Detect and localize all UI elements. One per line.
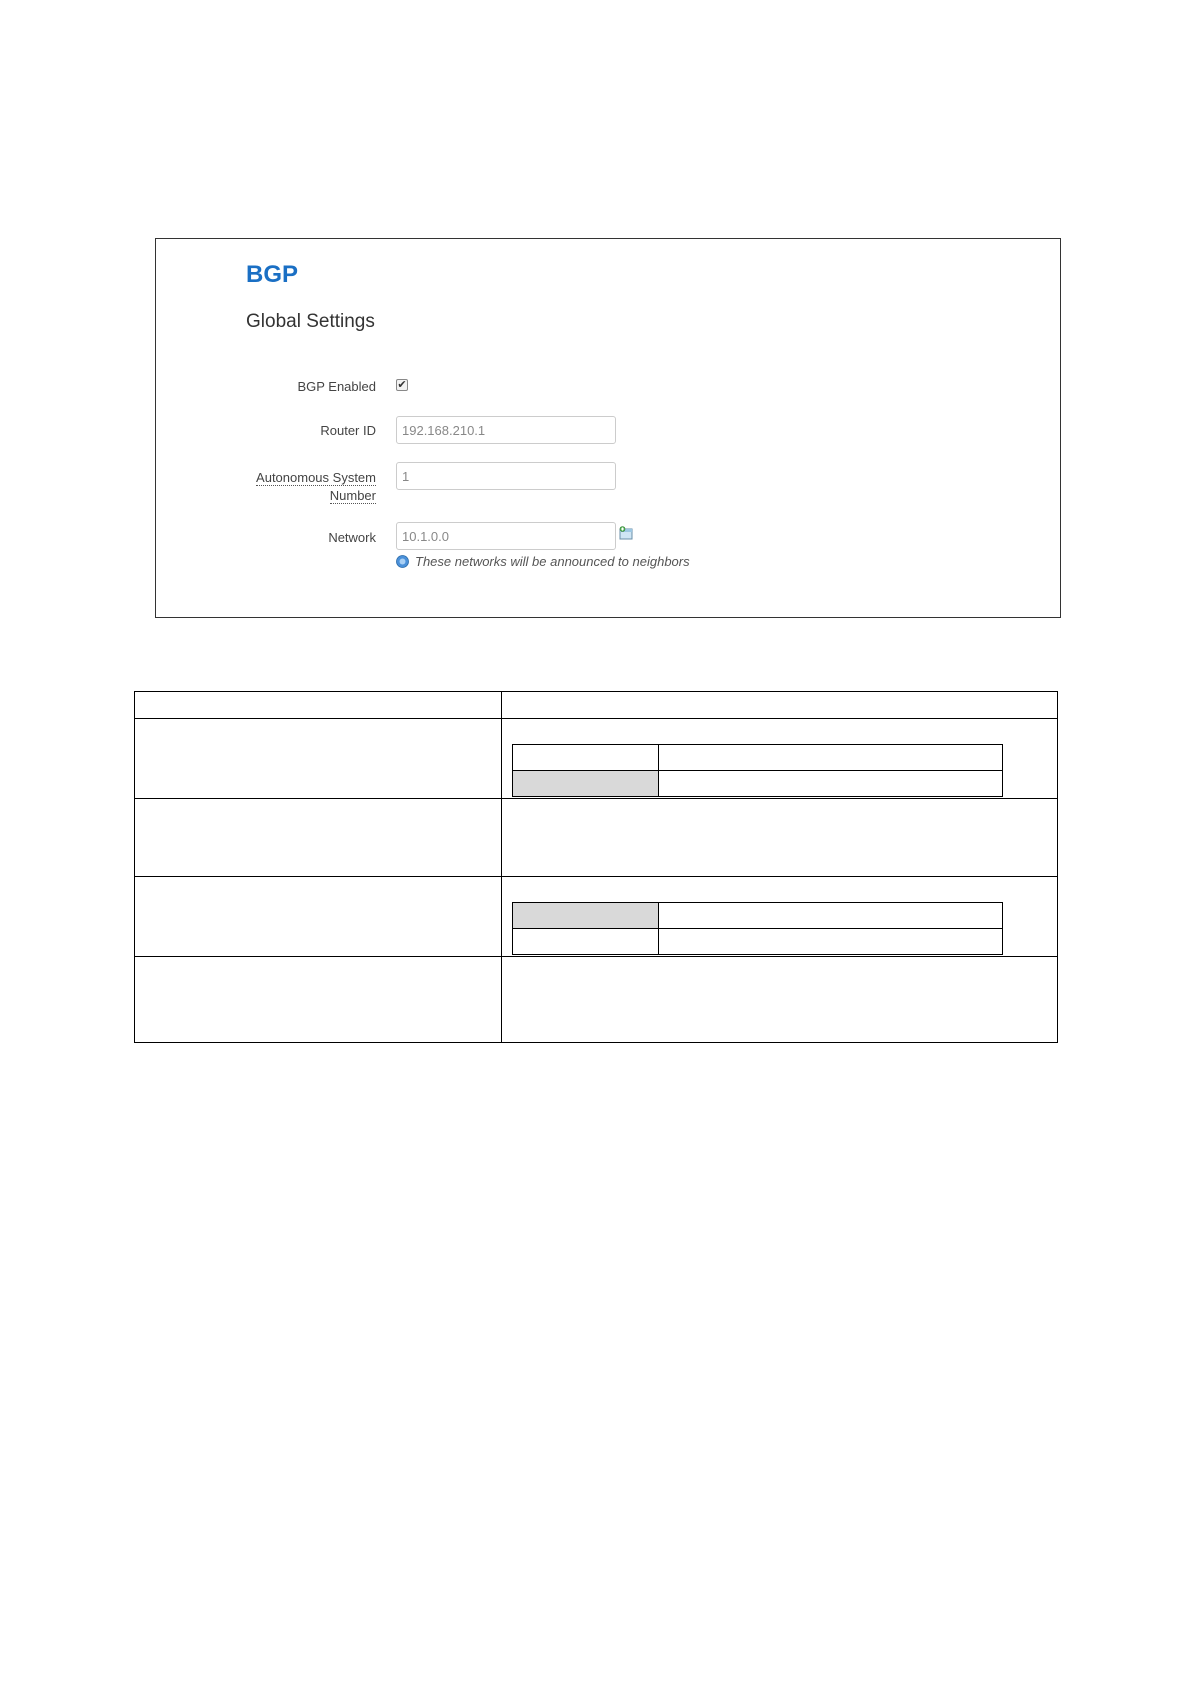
table-row xyxy=(135,719,1058,799)
asn-label-line1: Autonomous System xyxy=(256,470,376,485)
add-icon[interactable] xyxy=(619,526,633,540)
asn-label-line2: Number xyxy=(329,488,376,503)
router-id-label: Router ID xyxy=(320,423,376,438)
section-title: Global Settings xyxy=(246,311,375,332)
table-row xyxy=(513,903,1003,929)
table-cell xyxy=(659,929,1003,955)
table-row xyxy=(135,877,1058,957)
check-icon: ✔ xyxy=(397,379,407,391)
network-input[interactable] xyxy=(396,522,616,550)
table-cell xyxy=(513,745,659,771)
table-cell xyxy=(502,692,1058,719)
table-cell-shaded xyxy=(513,771,659,797)
table-cell xyxy=(659,745,1003,771)
table-cell xyxy=(135,877,502,957)
table-cell xyxy=(502,957,1058,1043)
table-cell xyxy=(502,799,1058,877)
router-id-input[interactable] xyxy=(396,416,616,444)
info-icon xyxy=(396,555,409,568)
table-cell xyxy=(659,771,1003,797)
table-row xyxy=(513,771,1003,797)
page-title: BGP xyxy=(246,261,299,288)
network-hint-text: These networks will be announced to neighbors xyxy=(415,553,690,569)
table-row xyxy=(513,745,1003,771)
bgp-enabled-label: BGP Enabled xyxy=(297,379,376,394)
asn-input[interactable] xyxy=(396,462,616,490)
table-cell xyxy=(135,957,502,1043)
network-hint xyxy=(396,553,690,569)
network-label: Network xyxy=(328,530,376,545)
asn-label xyxy=(156,469,376,505)
table-cell xyxy=(659,903,1003,929)
table-row xyxy=(135,957,1058,1043)
table-row xyxy=(135,692,1058,719)
table-cell xyxy=(135,799,502,877)
table-cell xyxy=(502,877,1058,957)
inner-value-table xyxy=(512,744,1003,797)
table-cell xyxy=(135,719,502,799)
bgp-enabled-checkbox[interactable] xyxy=(396,379,408,391)
table-cell xyxy=(135,692,502,719)
table-cell xyxy=(502,719,1058,799)
bgp-settings-screenshot xyxy=(155,238,1061,618)
description-table xyxy=(134,691,1058,1043)
table-cell-shaded xyxy=(513,903,659,929)
table-row xyxy=(135,799,1058,877)
inner-value-table xyxy=(512,902,1003,955)
table-cell xyxy=(513,929,659,955)
table-row xyxy=(513,929,1003,955)
